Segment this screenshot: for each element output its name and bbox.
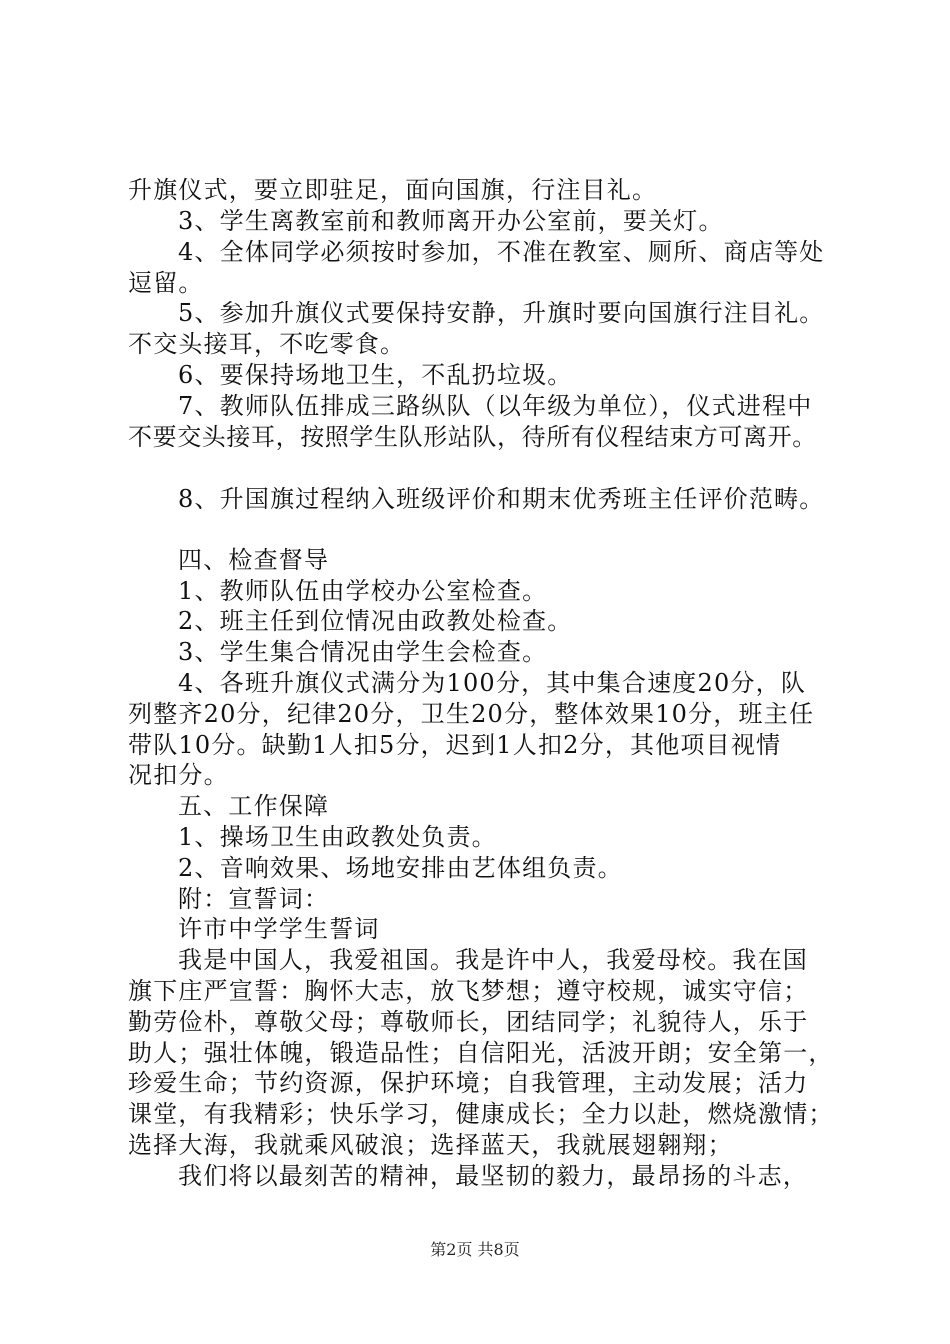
text-line: 珍爱生命；节约资源，保护环境；自我管理，主动发展；活力	[128, 1069, 809, 1097]
text-line: 3、学生离教室前和教师离开办公室前，要关灯。	[178, 207, 724, 235]
text-line: 4、全体同学必须按时参加，不准在教室、厕所、商店等处	[178, 238, 825, 266]
text-line: 3、学生集合情况由学生会检查。	[178, 638, 548, 666]
text-line: 7、教师队伍排成三路纵队（以年级为单位），仪式进程中	[178, 392, 813, 420]
text-line: 升旗仪式，要立即驻足，面向国旗，行注目礼。	[128, 176, 658, 204]
section-heading: 四、检查督导	[178, 546, 330, 574]
section-heading: 五、工作保障	[178, 792, 330, 820]
text-line: 课堂，有我精彩；快乐学习，健康成长；全力以赴，燃烧激情；	[128, 1100, 834, 1128]
page-number: 第2页 共8页	[430, 1240, 520, 1259]
text-line: 带队10分。缺勤1人扣5分，迟到1人扣2分，其他项目视情	[128, 731, 782, 759]
text-line: 不要交头接耳，按照学生队形站队，待所有仪程结束方可离开。	[128, 423, 817, 451]
text-line: 1、教师队伍由学校办公室检查。	[178, 577, 548, 605]
text-line: 我是中国人，我爱祖国。我是许中人，我爱母校。我在国	[178, 946, 808, 974]
text-line: 附：宣誓词：	[178, 885, 330, 913]
text-line: 我们将以最刻苦的精神，最坚韧的毅力，最昂扬的斗志，	[178, 1162, 808, 1190]
text-line: 1、操场卫生由政教处负责。	[178, 823, 497, 851]
text-line: 旗下庄严宣誓：胸怀大志，放飞梦想；遵守校规，诚实守信；	[128, 977, 809, 1005]
text-line: 不交头接耳，不吃零食。	[128, 330, 406, 358]
text-line: 勤劳俭朴，尊敬父母；尊敬师长，团结同学；礼貌待人，乐于	[128, 1008, 809, 1036]
text-line: 5、参加升旗仪式要保持安静，升旗时要向国旗行注目礼。	[178, 299, 825, 327]
text-line: 助人；强壮体魄，锻造品性；自信阳光，活波开朗；安全第一，	[128, 1039, 834, 1067]
text-line: 4、各班升旗仪式满分为100分，其中集合速度20分，队	[178, 669, 807, 697]
text-line: 2、音响效果、场地安排由艺体组负责。	[178, 854, 623, 882]
text-line: 6、要保持场地卫生，不乱扔垃圾。	[178, 361, 573, 389]
text-line: 况扣分。	[128, 761, 229, 789]
text-line: 2、班主任到位情况由政教处检查。	[178, 607, 573, 635]
oath-title: 许市中学学生誓词	[178, 915, 380, 943]
text-line: 列整齐20分，纪律20分，卫生20分，整体效果10分，班主任	[128, 700, 815, 728]
text-line: 8、升国旗过程纳入班级评价和期末优秀班主任评价范畴。	[178, 485, 825, 513]
text-line: 选择大海，我就乘风破浪；选择蓝天，我就展翅翱翔；	[128, 1131, 733, 1159]
text-line: 逗留。	[128, 269, 204, 297]
